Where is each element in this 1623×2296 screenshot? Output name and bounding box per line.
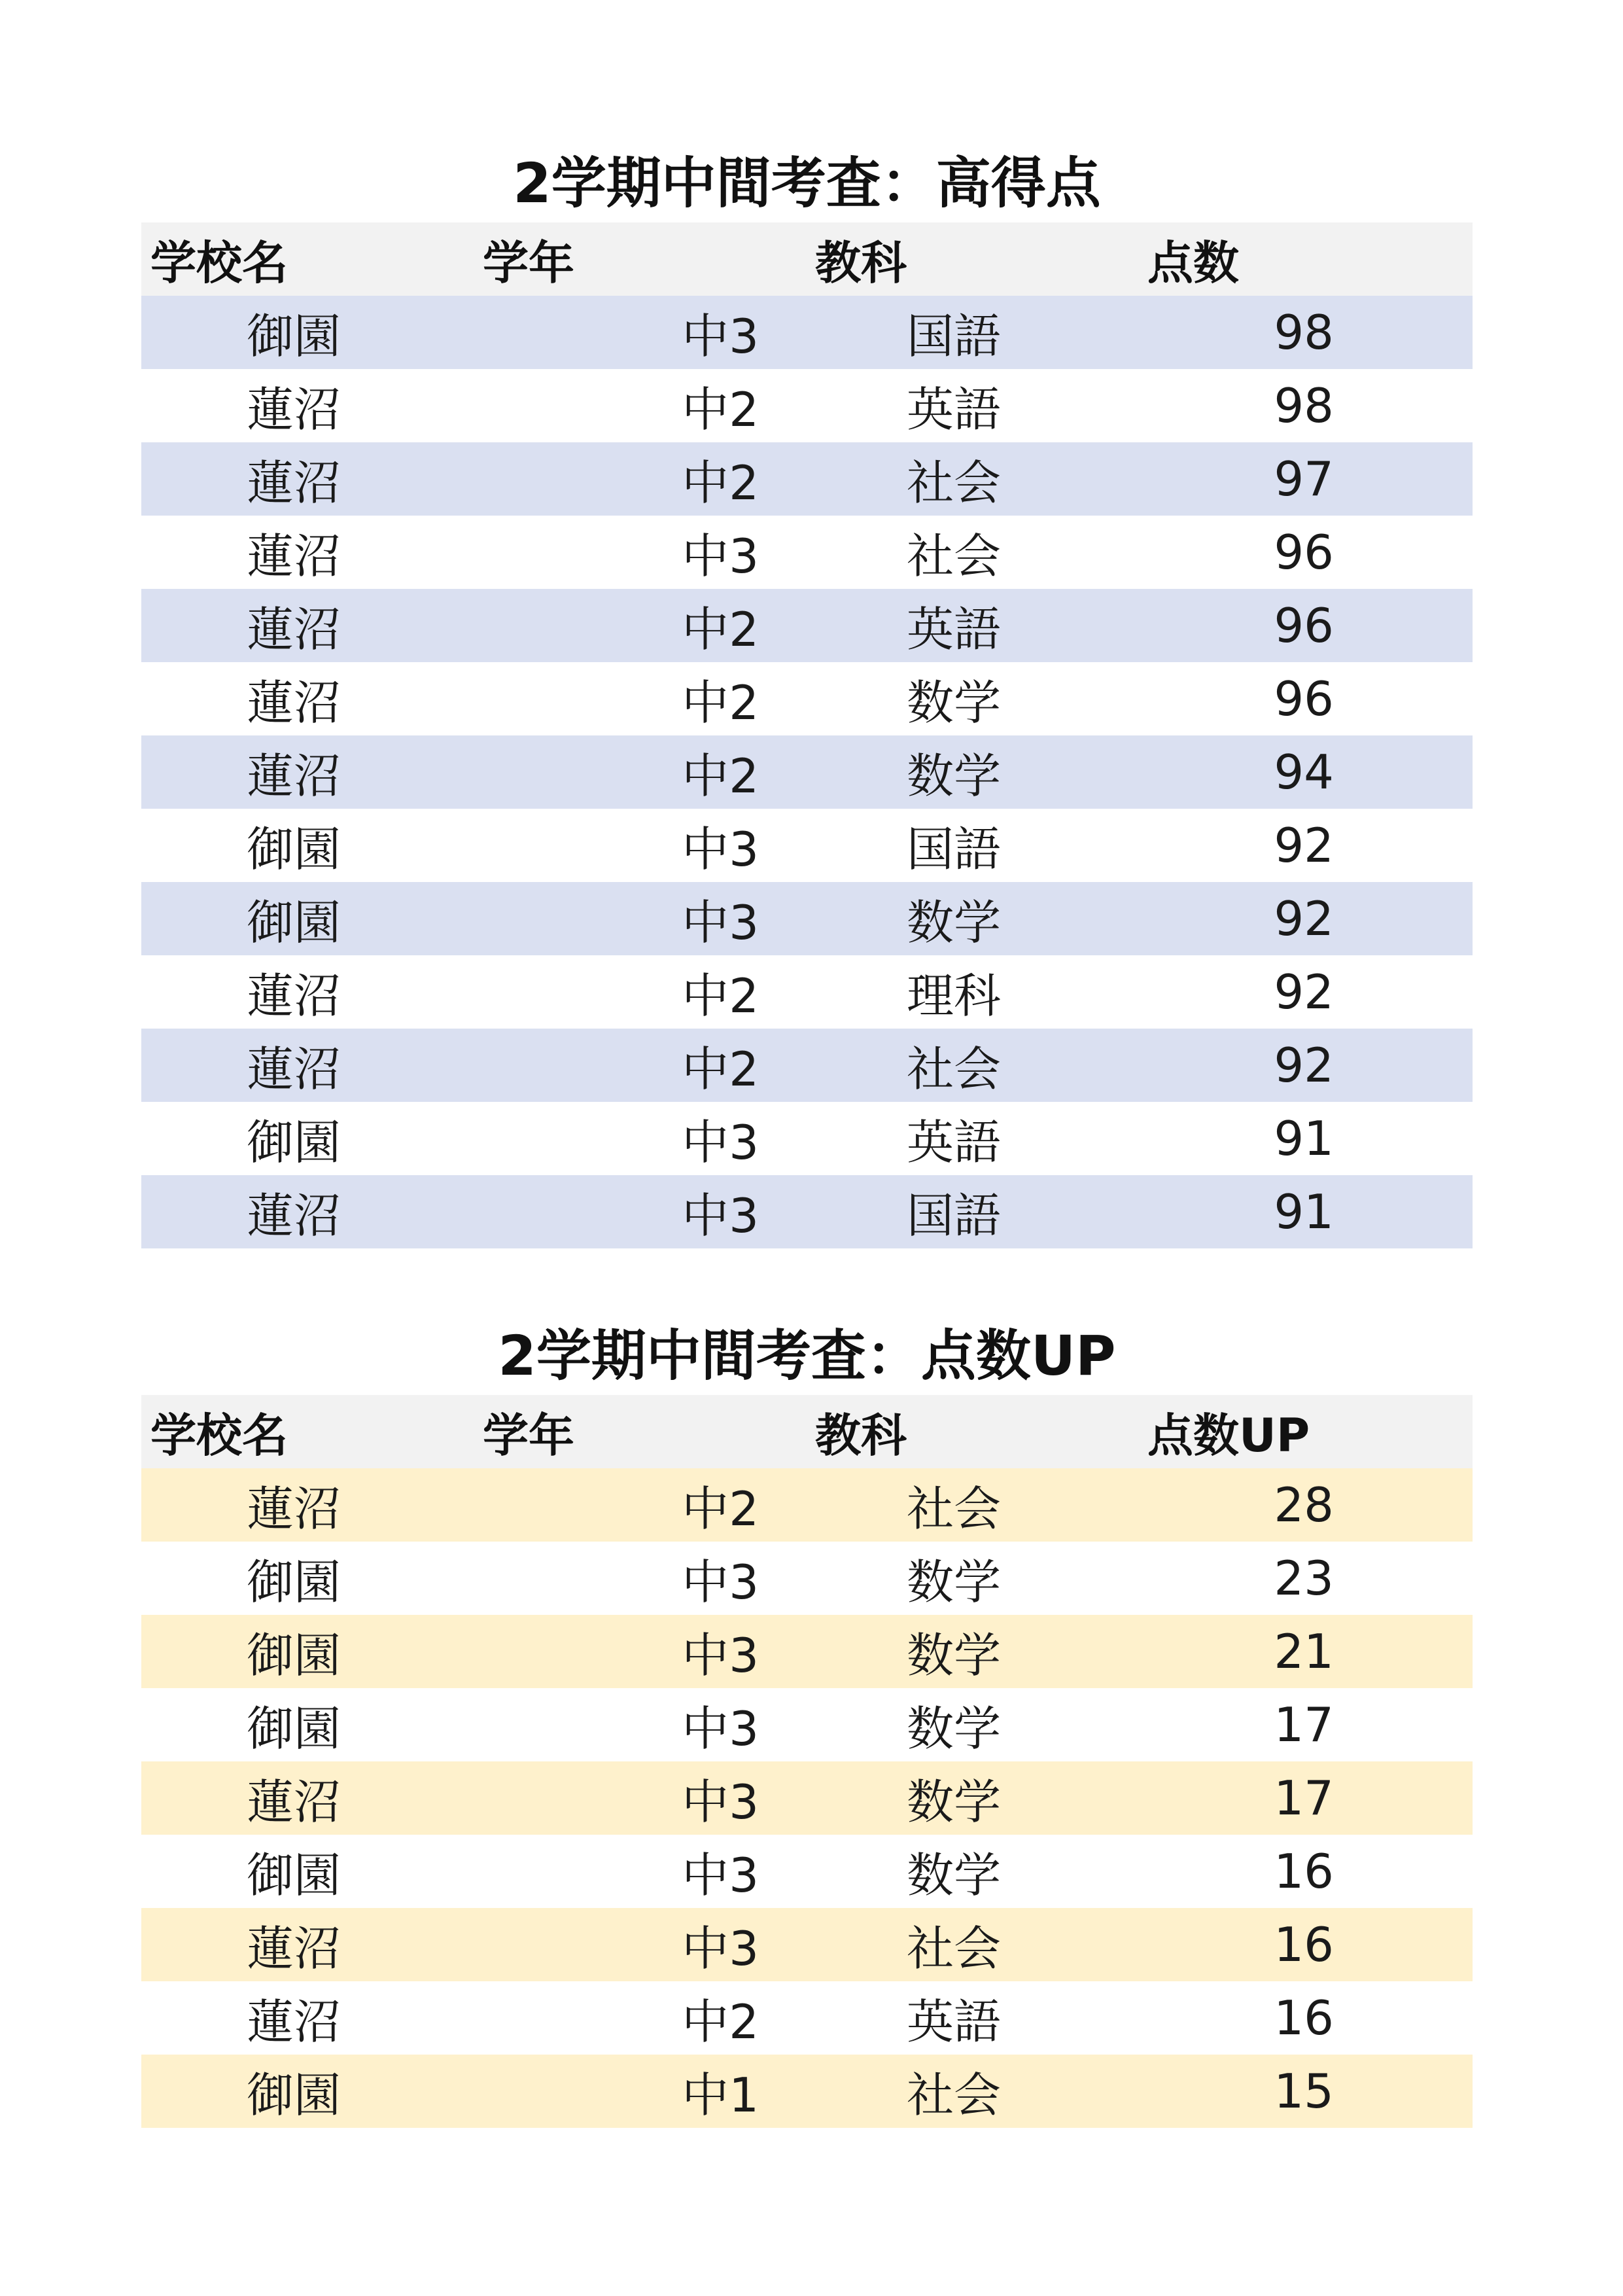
table-row [141,296,1473,369]
cell-school: 蓮沼 [246,968,341,1023]
cell-score: 96 [1274,671,1334,726]
cell-subject: 国語 [906,309,1001,364]
table-row [141,516,1473,589]
cell-grade: 中2 [682,382,759,437]
cell-school: 蓮沼 [246,382,341,437]
cell-score: 17 [1274,1771,1334,1826]
header-school: 学校名 [150,236,288,290]
cell-subject: 社会 [906,2068,1001,2123]
table-row [141,2055,1473,2128]
cell-grade: 中3 [682,1188,759,1243]
cell-school: 蓮沼 [246,1481,341,1536]
header-school: 学校名 [150,1408,288,1462]
cell-grade: 中2 [682,1994,759,2049]
cell-grade: 中3 [682,895,759,950]
cell-subject: 数学 [906,1628,1001,1683]
table-row [141,1175,1473,1248]
cell-subject: 国語 [906,822,1001,877]
cell-subject: 英語 [906,1115,1001,1170]
cell-subject: 数学 [906,675,1001,730]
table-row [141,369,1473,442]
cell-school: 御園 [246,1701,341,1756]
cell-score: 98 [1274,305,1334,360]
table-row [141,1761,1473,1835]
cell-subject: 社会 [906,529,1001,584]
cell-score: 91 [1274,1184,1334,1239]
cell-grade: 中3 [682,1555,759,1610]
cell-score: 97 [1274,451,1334,506]
cell-school: 御園 [246,2068,341,2123]
table-row [141,1468,1473,1542]
cell-grade: 中3 [682,1848,759,1903]
cell-grade: 中2 [682,602,759,657]
cell-grade: 中3 [682,529,759,584]
table-row [141,1542,1473,1615]
cell-score: 16 [1274,1917,1334,1972]
table-row [141,1688,1473,1761]
cell-score: 92 [1274,891,1334,946]
table-header-row [141,222,1473,296]
cell-grade: 中3 [682,1628,759,1683]
table-body [141,1468,1473,2128]
cell-grade: 中2 [682,968,759,1023]
cell-subject: 英語 [906,602,1001,657]
cell-score: 98 [1274,378,1334,433]
header-score-up: 点数UP [1147,1408,1310,1462]
cell-school: 蓮沼 [246,529,341,584]
cell-score: 92 [1274,818,1334,873]
cell-score: 94 [1274,745,1334,800]
table-row [141,662,1473,735]
cell-score: 92 [1274,964,1334,1019]
score-up-table [141,1395,1473,2128]
cell-school: 蓮沼 [246,749,341,804]
cell-subject: 英語 [906,1994,1001,2049]
cell-grade: 中3 [682,309,759,364]
cell-school: 蓮沼 [246,1994,341,2049]
table-row [141,1908,1473,1981]
cell-score: 15 [1274,2064,1334,2119]
cell-subject: 数学 [906,749,1001,804]
table-row [141,1102,1473,1175]
table-row [141,442,1473,516]
header-grade: 学年 [483,1408,574,1462]
cell-grade: 中2 [682,1481,759,1536]
cell-school: 御園 [246,1555,341,1610]
cell-subject: 英語 [906,382,1001,437]
cell-subject: 理科 [906,968,1001,1023]
cell-school: 御園 [246,822,341,877]
cell-school: 御園 [246,1115,341,1170]
cell-subject: 国語 [906,1188,1001,1243]
cell-subject: 数学 [906,1701,1001,1756]
cell-school: 蓮沼 [246,602,341,657]
cell-grade: 中2 [682,675,759,730]
cell-subject: 数学 [906,1555,1001,1610]
cell-grade: 中3 [682,822,759,877]
header-subject: 教科 [815,1408,907,1462]
table-row [141,1029,1473,1102]
cell-subject: 社会 [906,1921,1001,1976]
cell-grade: 中2 [682,1042,759,1097]
cell-subject: 数学 [906,1848,1001,1903]
table-row [141,955,1473,1029]
cell-grade: 中3 [682,1115,759,1170]
header-grade: 学年 [483,236,574,290]
score-up-section [141,1316,1473,2128]
cell-school: 御園 [246,895,341,950]
cell-grade: 中2 [682,455,759,510]
cell-grade: 中2 [682,749,759,804]
table-row [141,1615,1473,1688]
cell-score: 92 [1274,1038,1334,1093]
cell-score: 23 [1274,1551,1334,1606]
cell-subject: 数学 [906,1775,1001,1829]
cell-school: 御園 [246,309,341,364]
cell-school: 御園 [246,1848,341,1903]
cell-school: 蓮沼 [246,1775,341,1829]
cell-score: 16 [1274,1990,1334,2045]
table-row [141,882,1473,955]
header-subject: 教科 [815,236,907,290]
cell-grade: 中3 [682,1775,759,1829]
cell-score: 91 [1274,1111,1334,1166]
cell-school: 蓮沼 [246,1042,341,1097]
section-title: 2学期中間考査：高得点 [513,151,1101,215]
table-header-row [141,1395,1473,1468]
cell-score: 21 [1274,1624,1334,1679]
high-score-section [141,144,1473,1248]
header-score: 点数 [1147,236,1239,290]
cell-school: 蓮沼 [246,455,341,510]
cell-subject: 社会 [906,1481,1001,1536]
section-title: 2学期中間考査：点数UP [498,1324,1116,1388]
cell-subject: 社会 [906,455,1001,510]
cell-subject: 数学 [906,895,1001,950]
table-row [141,735,1473,809]
cell-score: 28 [1274,1477,1334,1532]
table-body [141,296,1473,1248]
cell-score: 16 [1274,1844,1334,1899]
cell-grade: 中1 [682,2068,759,2123]
cell-grade: 中3 [682,1921,759,1976]
cell-score: 17 [1274,1697,1334,1752]
table-row [141,1835,1473,1908]
table-row [141,589,1473,662]
cell-grade: 中3 [682,1701,759,1756]
table-row [141,809,1473,882]
table-row [141,1981,1473,2055]
cell-score: 96 [1274,598,1334,653]
cell-subject: 社会 [906,1042,1001,1097]
high-score-table [141,222,1473,1248]
cell-school: 蓮沼 [246,1188,341,1243]
cell-school: 御園 [246,1628,341,1683]
cell-school: 蓮沼 [246,675,341,730]
cell-score: 96 [1274,525,1334,580]
cell-school: 蓮沼 [246,1921,341,1976]
